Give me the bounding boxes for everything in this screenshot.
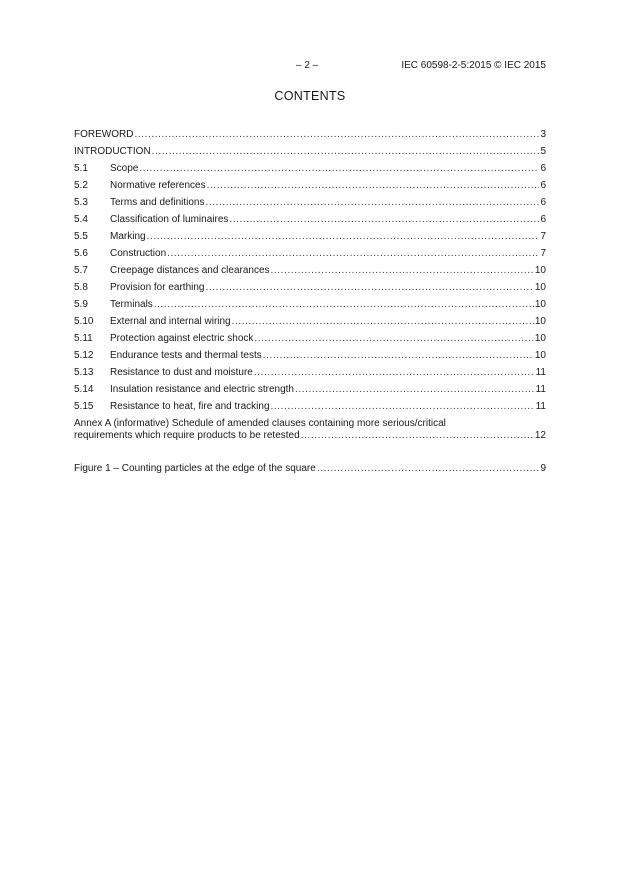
- toc-entry-page: 6: [540, 214, 546, 225]
- toc-entry-title: Insulation resistance and electric strength: [110, 384, 294, 395]
- dot-leader: [301, 430, 534, 442]
- toc-entry-page: 11: [535, 384, 546, 395]
- toc-entry-number: 5.5: [74, 231, 88, 242]
- toc-entry-number: 5.9: [74, 299, 88, 310]
- dot-leader: [254, 333, 533, 345]
- document-id: IEC 60598-2-5:2015 © IEC 2015: [401, 60, 546, 71]
- toc-entry-title: Terminals: [110, 299, 153, 310]
- dot-leader: [206, 197, 540, 209]
- toc-entry-page: 11: [535, 367, 546, 378]
- toc-entry-page: 10: [534, 299, 546, 310]
- toc-entry-number: 5.4: [74, 214, 88, 225]
- toc-entry-clause[interactable]: [74, 379, 546, 396]
- toc-entry-page: 7: [540, 248, 546, 259]
- toc-entry-title: Resistance to dust and moisture: [110, 367, 253, 378]
- toc-entry-page: 5: [540, 146, 546, 157]
- toc-entry-number: 5.6: [74, 248, 88, 259]
- toc-entry-title: Terms and definitions: [110, 197, 205, 208]
- toc-entry-clause[interactable]: [74, 175, 546, 192]
- toc-entry-title: External and internal wiring: [110, 316, 231, 327]
- toc-entry-number: 5.2: [74, 180, 88, 191]
- toc-entry-page: 10: [534, 350, 546, 361]
- dot-leader: [232, 316, 534, 328]
- toc-entry-clause[interactable]: [74, 226, 546, 243]
- toc-entry-page: 10: [534, 333, 546, 344]
- toc-entry-page: 7: [540, 231, 546, 242]
- toc-entry-page: 12: [534, 430, 546, 441]
- dot-leader: [254, 367, 535, 379]
- toc-entry-clause[interactable]: [74, 243, 546, 260]
- dot-leader: [271, 265, 534, 277]
- dot-leader: [139, 163, 539, 175]
- toc-entry-number: 5.12: [74, 350, 94, 361]
- dot-leader: [263, 350, 534, 362]
- dot-leader: [154, 299, 534, 311]
- toc-entry-title: INTRODUCTION: [74, 146, 151, 157]
- toc-entry-page: 10: [534, 316, 546, 327]
- annex-title-line1: Annex A (informative) Schedule of amended clauses containing more serious/critical: [74, 418, 446, 429]
- toc-entry-annex-a[interactable]: [74, 418, 546, 442]
- toc-entry-page: 6: [540, 197, 546, 208]
- dot-leader: [295, 384, 535, 396]
- dot-leader: [147, 231, 540, 243]
- dot-leader: [167, 248, 539, 260]
- toc-entry-figure-1[interactable]: [74, 458, 546, 475]
- toc-entry-number: 5.13: [74, 367, 94, 378]
- toc-entry-page: 11: [535, 401, 546, 412]
- toc-entry-clause[interactable]: [74, 345, 546, 362]
- toc-entry-title: Scope: [110, 163, 139, 174]
- toc-entry-title: Resistance to heat, fire and tracking: [110, 401, 270, 412]
- toc-entry-clause[interactable]: [74, 158, 546, 175]
- dot-leader: [152, 146, 540, 158]
- toc-entry-title: Normative references: [110, 180, 206, 191]
- toc-entry-clause[interactable]: [74, 209, 546, 226]
- toc-entry-number: 5.8: [74, 282, 88, 293]
- toc-entry-number: 5.3: [74, 197, 88, 208]
- dot-leader: [206, 282, 534, 294]
- dot-leader: [207, 180, 540, 192]
- toc-entry-clause[interactable]: [74, 328, 546, 345]
- toc-entry-clause[interactable]: [74, 192, 546, 209]
- toc-entry-number: 5.14: [74, 384, 94, 395]
- toc-entry-clause[interactable]: [74, 396, 546, 413]
- toc-entry-number: 5.11: [74, 333, 93, 344]
- toc-entry-introduction[interactable]: [74, 141, 546, 158]
- toc-entry-title: Endurance tests and thermal tests: [110, 350, 262, 361]
- toc-entry-foreword[interactable]: [74, 124, 546, 141]
- toc-entry-title: Provision for earthing: [110, 282, 205, 293]
- toc-entry-clause[interactable]: [74, 260, 546, 277]
- toc-entry-number: 5.10: [74, 316, 94, 327]
- toc-entry-title: FOREWORD: [74, 129, 134, 140]
- toc-entry-clause[interactable]: [74, 311, 546, 328]
- toc-entry-title: Classification of luminaires: [110, 214, 229, 225]
- annex-title-line2: requirements which require products to be retested: [74, 430, 300, 441]
- toc-entry-page: 3: [540, 129, 546, 140]
- toc-entry-number: 5.15: [74, 401, 94, 412]
- toc-entry-clause[interactable]: [74, 294, 546, 311]
- table-of-contents: [74, 124, 546, 475]
- page-title: CONTENTS: [274, 89, 346, 103]
- toc-entry-page: 10: [534, 265, 546, 276]
- toc-entry-number: 5.7: [74, 265, 88, 276]
- dot-leader: [229, 214, 539, 226]
- toc-entry-page: 10: [534, 282, 546, 293]
- toc-entry-title: Protection against electric shock: [110, 333, 254, 344]
- toc-entry-title: Creepage distances and clearances: [110, 265, 270, 276]
- dot-leader: [134, 129, 539, 141]
- toc-entry-page: 9: [540, 463, 546, 474]
- page-header: [0, 60, 620, 74]
- toc-entry-page: 6: [540, 163, 546, 174]
- toc-entry-page: 6: [540, 180, 546, 191]
- dot-leader: [317, 463, 540, 475]
- toc-entry-clause[interactable]: [74, 362, 546, 379]
- toc-entry-clause[interactable]: [74, 277, 546, 294]
- toc-entry-title: Marking: [110, 231, 146, 242]
- toc-entry-title: Construction: [110, 248, 167, 259]
- toc-entry-number: 5.1: [74, 163, 88, 174]
- page-number: – 2 –: [296, 60, 319, 71]
- dot-leader: [271, 401, 535, 413]
- toc-entry-title: Figure 1 – Counting particles at the edge of the square: [74, 463, 316, 474]
